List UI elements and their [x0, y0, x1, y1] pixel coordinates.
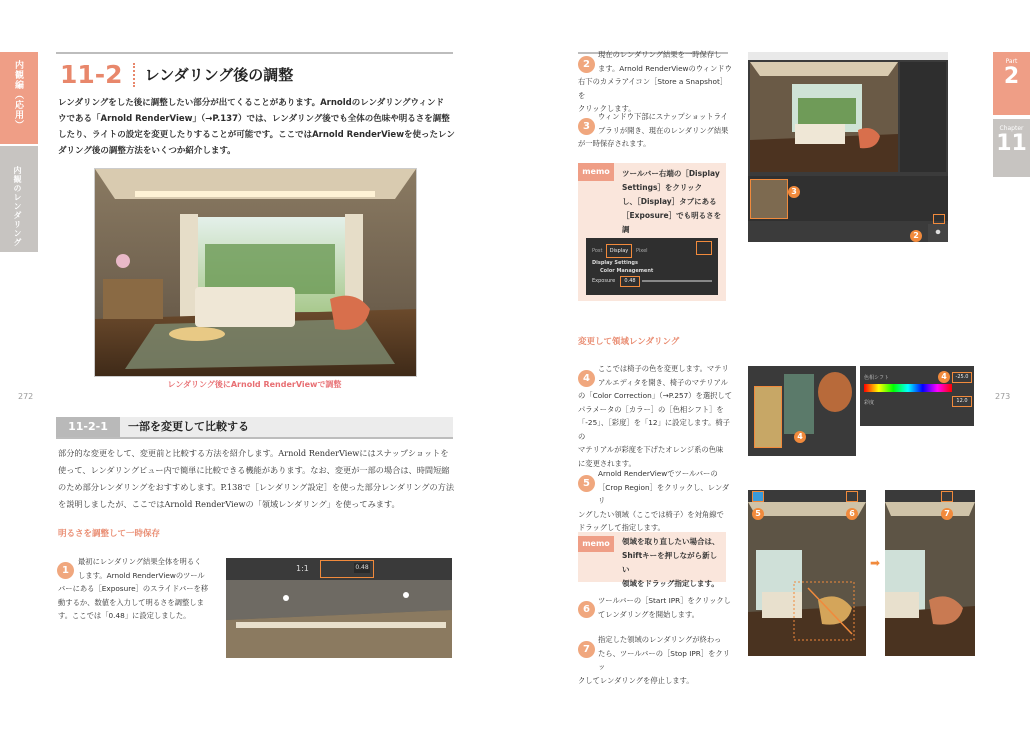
step-6-text: [578, 594, 733, 621]
part-label: Part: [1005, 58, 1018, 65]
toolbar-strip-stop: [885, 490, 975, 502]
step-line: クしてレンダリングを停止します。: [578, 675, 694, 685]
step-line: パラメータの［カラー］の［色相シフト］を: [578, 404, 724, 414]
memo-line: Settings］をクリック: [622, 183, 703, 192]
tab-display: Display: [606, 244, 632, 258]
shot-marker-3: 3: [788, 186, 800, 198]
memo-line: 領域をドラッグ指定します。: [622, 579, 719, 588]
side-tab-part-label: 内観編（応用）: [13, 60, 23, 130]
top-rule: [56, 52, 453, 54]
memo-line: Shiftキーを押しながら新しい: [622, 551, 718, 574]
crop-region-screenshot: [748, 490, 866, 656]
step-line: 右下のカメラアイコン［Store a Snapshot］を: [578, 77, 728, 100]
label-color-management: Color Management: [600, 268, 654, 274]
shot-marker-4b: 4: [938, 371, 950, 383]
step-line: てレンダリングを開始します。: [598, 609, 699, 619]
zoom-readout: 1:1: [296, 564, 309, 573]
step-line: ブラリが開き、現在のレンダリング結果: [598, 125, 729, 135]
render-image: [94, 168, 417, 377]
step-line: します。Arnold RenderViewのツール: [78, 570, 205, 580]
shot-marker-5: 5: [752, 508, 764, 520]
saturation-label: 彩度: [864, 400, 875, 406]
step-line: ［Crop Region］をクリックし、レンダリ: [598, 482, 730, 505]
memo-line: し、［Display］タブにある: [622, 197, 717, 206]
subsection-bar: [56, 417, 453, 439]
step-3-text: [578, 110, 733, 151]
camera-icon[interactable]: ⏺: [928, 224, 948, 242]
shot-marker-2: 2: [910, 230, 922, 242]
memo-tag-2: memo: [578, 536, 614, 552]
step-line: 現在のレンダリング結果を一時保存し: [598, 50, 722, 59]
window-titlebar: [748, 52, 948, 60]
arrow-icon: ➡: [870, 556, 881, 570]
memo-line: 領域を取り直したい場合は、: [622, 537, 720, 546]
memo-line: ツールバー右端の［Display: [622, 169, 720, 178]
subsection-body: [58, 445, 458, 513]
step-line: ここでは椅子の色を変更します。マテリ: [598, 364, 729, 373]
subsection-number: 11-2-1: [56, 417, 120, 437]
step-line: 最初にレンダリング結果全体を明るく: [78, 557, 202, 566]
intro-line: レンダリングをした後に調整したい部分が出てくることがあります。Arnoldのレンダリングウィンド: [58, 98, 445, 108]
step-line: ツールバーの［Start IPR］をクリックし: [598, 596, 731, 605]
chapter-number: 11: [996, 131, 1027, 156]
step-line: 動するか、数値を入力して明るさを調整しま: [58, 597, 204, 607]
step-line: ウィンドウ下部にスナップショットライ: [598, 112, 728, 121]
stop-ipr-screenshot: [885, 490, 975, 656]
shot-marker-7: 7: [941, 508, 953, 520]
stop-ipr-button[interactable]: [941, 491, 953, 502]
renderview-sidepanel: [900, 62, 946, 172]
crop-region-button[interactable]: [752, 491, 764, 502]
memo-line: ［Exposure］でも明るさを調: [622, 211, 722, 234]
toolbar-screenshot: [226, 558, 452, 658]
step-line: バーにある［Exposure］のスライドバーを移: [58, 584, 209, 593]
step-7-badge: 7: [578, 641, 595, 658]
body-line: を説明しましたが、ここではArnold RenderViewの「領域レンダリング」を使ってみます。: [58, 499, 400, 509]
display-settings-screenshot: [586, 238, 718, 295]
part-number: 2: [1003, 64, 1020, 89]
display-settings-button[interactable]: [696, 241, 712, 255]
start-ipr-button[interactable]: [846, 491, 858, 502]
crop-region-image: [748, 502, 866, 656]
body-line: 使って、レンダリングビュー内で簡単に比較できる機能があります。なお、変更が一部の場合は、時間短縮: [58, 465, 450, 475]
exposure-slider[interactable]: [642, 280, 712, 282]
memo-2-text: [622, 535, 724, 591]
heading-brightness: 明るさを調整して一時保存: [58, 529, 161, 539]
step-1-badge: 1: [57, 562, 74, 579]
side-tab-part: [0, 52, 38, 144]
snapshot-thumbnail[interactable]: [750, 179, 788, 219]
exposure-value: 0.48: [355, 564, 369, 571]
step-line: たら、ツールバーの［Stop IPR］をクリッ: [598, 648, 731, 671]
step-5-badge: 5: [578, 475, 595, 492]
chapter-label: Chapter: [999, 125, 1024, 132]
step-4-badge: 4: [578, 370, 595, 387]
step-line: 指定した領域のレンダリングが終わっ: [598, 635, 722, 644]
step-7-text: [578, 633, 733, 687]
page-number-left: 272: [18, 392, 34, 401]
memo-tag: memo: [578, 163, 614, 181]
step-3-badge: 3: [578, 118, 595, 135]
body-line: 部分的な変更をして、変更前と比較する方法を紹介します。Arnold RenderViewにはスナップショットを: [58, 448, 449, 458]
material-editor-screenshot: [748, 366, 856, 456]
section-heading: [60, 60, 293, 89]
color-correction-panel: [860, 366, 974, 426]
section-number: 11-2: [60, 60, 123, 89]
hue-gradient-bar[interactable]: [864, 384, 952, 392]
label-exposure: Exposure: [592, 278, 616, 284]
step-line: に変更されます。: [578, 458, 636, 468]
intro-paragraph: [58, 95, 458, 159]
step-line: す。ここでは「0.48」に設定しました。: [58, 611, 191, 620]
step-line: Arnold RenderViewでツールバーの: [598, 469, 718, 478]
material-preview-sphere: [818, 372, 852, 412]
step-line: ドラッグして指定します。: [578, 523, 665, 532]
side-tab-chapter-right: [993, 119, 1030, 177]
memo-box-2: [578, 532, 726, 588]
label-display-settings: Display Settings: [592, 260, 638, 266]
step-line: マテリアルが彩度を下げたオレンジ系の色味: [578, 445, 724, 454]
side-tab-part-right: [993, 52, 1030, 115]
tab-post: Post: [592, 248, 603, 254]
node-graph: [784, 374, 814, 434]
saturation-field[interactable]: 12.0: [952, 396, 972, 407]
intro-line: ダリング後の調整方法をいくつか紹介します。: [58, 146, 236, 156]
stop-ipr-image: [885, 502, 975, 656]
tab-pixel: Pixel: [636, 248, 648, 254]
interior-render-illustration: [95, 169, 416, 376]
hue-label: 色相シフト: [864, 375, 890, 381]
intro-line: したり、ライトの設定を変更したりすることが可能です。ここではArnold RenderViewを使ったレン: [58, 130, 455, 140]
step-4-text: [578, 362, 733, 470]
step-2-text: [578, 48, 733, 116]
ceiling-illustration: [226, 580, 452, 658]
step-line: ます。Arnold RenderViewのウィンドウ: [598, 63, 732, 73]
side-tab-chapter: [0, 146, 38, 252]
shot-marker-4a: 4: [794, 431, 806, 443]
step-line: アルエディタを開き、椅子のマテリアル: [598, 377, 728, 387]
memo-box-1: [578, 163, 726, 301]
heading-region: 変更して領域レンダリング: [578, 337, 680, 347]
step-1-text: [58, 555, 218, 623]
step-line: の「Color Correction」（→P.257）を選択して: [578, 391, 733, 400]
step-line: が一時保存されます。: [578, 139, 651, 148]
step-2-badge: 2: [578, 56, 595, 73]
heading-divider: [133, 63, 135, 87]
body-line: のため部分レンダリングをおすすめします。P.138で［レンダリング設定］を使った部分レンダリングの方法: [58, 482, 455, 492]
subsection-title: 一部を変更して比較する: [128, 420, 249, 433]
renderview-image: [750, 62, 898, 172]
store-snapshot-highlight: [933, 214, 945, 224]
step-5-text: [578, 467, 733, 535]
color-correction-node[interactable]: [754, 386, 782, 448]
step-6-badge: 6: [578, 601, 595, 618]
step-line: 「-25」、［彩度］を「12」に設定します。椅子の: [578, 418, 730, 441]
renderview-screenshot: [748, 52, 948, 242]
figure-caption: レンダリング後にArnold RenderViewで調整: [167, 380, 342, 389]
exposure-field[interactable]: 0.48: [620, 276, 640, 287]
hue-shift-field[interactable]: -25.0: [952, 372, 972, 383]
section-title: レンダリング後の調整: [144, 66, 294, 84]
side-tab-chapter-label: 内観のレンダリング: [13, 166, 22, 247]
intro-line: ウである「Arnold RenderView」（→P.137）では、レンダリング後でも全体の色味や明るさを調整: [58, 114, 450, 124]
step-line: クリックします。: [578, 104, 636, 113]
page-number-right: 273: [995, 392, 1011, 401]
step-line: ングしたい領域（ここでは椅子）を対角線で: [578, 509, 724, 519]
shot-marker-6: 6: [846, 508, 858, 520]
